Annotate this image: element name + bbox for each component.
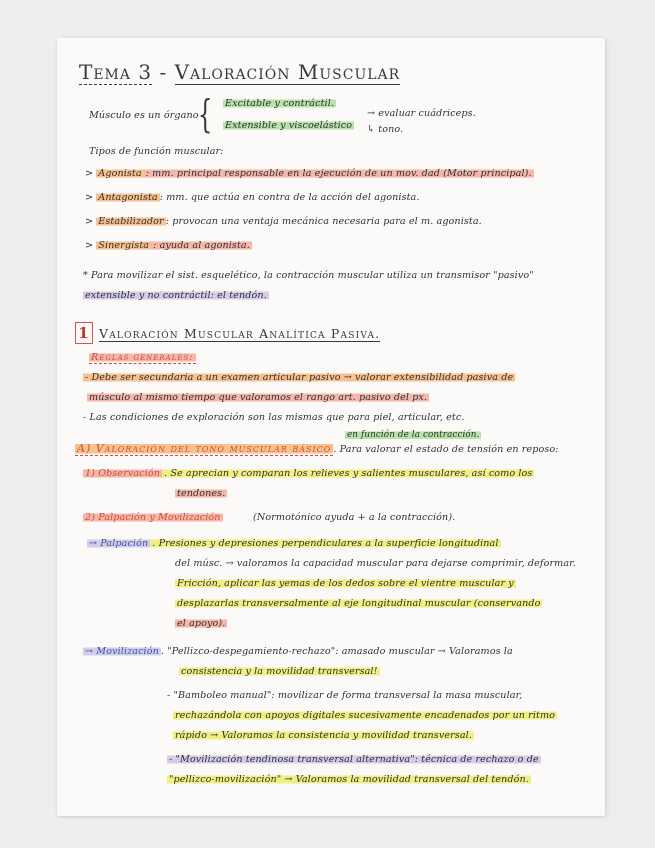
movilizacion-line-7: "pellizco-movilización" → Valoramos la movilidad transversal del tendón.: [169, 774, 529, 785]
movilizacion-line-4: rechazándola con apoyos digitales sucesivamente encadenados por un ritmo: [175, 710, 556, 721]
note-star-line-2: extensible y no contráctil: el tendón.: [85, 290, 267, 301]
musculo-label: Músculo es un órgano: [89, 110, 199, 121]
palpacion-line-2: del músc. → valoramos la capacidad muscular para dejarse comprimir, deformar.: [175, 558, 576, 569]
palpacion-line-1: → Palpación . Presiones y depresiones perpendiculares a la superficie longitudinal: [89, 538, 499, 549]
observacion-line-2: tendones.: [177, 488, 226, 499]
palpacion-line-4: desplazarlas transversalmente al eje longitudinal muscular (conservando: [177, 598, 541, 609]
palp-mov-note: (Normotónico ayuda + a la contracción).: [253, 512, 456, 523]
reglas-line-2: músculo al mismo tiempo que valoramos el rango art. pasivo del px.: [89, 392, 428, 403]
movilizacion-line-3: - "Bamboleo manual": movilizar de forma transversal la masa muscular,: [167, 690, 523, 701]
reglas-line-3: - Las condiciones de exploración son las mismas que para piel, articular, etc.: [83, 412, 465, 423]
section-a-heading: A) Valoración del tono muscular básico . Para valorar el estado de tensión en reposo:: [77, 442, 559, 455]
section-1-title: Valoración Muscular Analítica Pasiva.: [99, 326, 381, 341]
tipos-header: Tipos de función muscular:: [89, 146, 224, 157]
musculo-note-2: ↳ tono.: [367, 124, 404, 135]
title-main: Valoración Muscular: [174, 60, 401, 84]
note-star-line-1: * Para movilizar el sist. esquelético, la contracción muscular utiliza un transmisor "pasivo": [83, 270, 534, 281]
musculo-note-1: → evaluar cuádriceps.: [367, 108, 476, 119]
observacion-line-1: 1) Observación . Se aprecian y comparan los relieves y salientes musculares, así como los: [85, 468, 533, 479]
movilizacion-line-2: consistencia y la movilidad transversal!: [181, 666, 378, 677]
movilizacion-line-1: → Movilización . "Pellizco-despegamiento-rechazo": amasado muscular → Valoramos la: [85, 646, 513, 657]
palpacion-line-3: Fricción, aplicar las yemas de los dedos sobre el vientre muscular y: [177, 578, 514, 589]
brace: {: [197, 92, 213, 136]
reglas-header: Reglas generales:: [91, 352, 194, 363]
tipo-sinergista: > Sinergista : ayuda al agonista.: [85, 240, 250, 251]
movilizacion-line-6: - "Movilización tendinosa transversal alternativa": técnica de rechazo o de: [169, 754, 539, 765]
page-title: [79, 60, 400, 84]
musculo-item-2: Extensible y viscoelástico: [225, 120, 353, 131]
tipo-estabilizador: > Estabilizador : provocan una ventaja mecánica necesaria para el m. agonista.: [85, 216, 482, 227]
title-prefix: Tema 3: [79, 60, 153, 84]
section-a-above: en función de la contracción.: [347, 430, 480, 440]
tipo-agonista: > Agonista : mm. principal responsable en la ejecución de un mov. dad (Motor principal).: [85, 168, 532, 179]
musculo-item-1: Excitable y contráctil.: [225, 98, 335, 109]
palpacion-line-5: el apoyo).: [177, 618, 226, 629]
palp-mov-heading: 2) Palpación y Movilización: [85, 512, 221, 523]
reglas-line-1: - Debe ser secundaria a un examen articular pasivo → valorar extensibilidad pasiva de: [85, 372, 514, 383]
title-dash: -: [159, 60, 168, 84]
movilizacion-line-5: rápido → Valoramos la consistencia y movilidad transversal.: [175, 730, 472, 741]
notebook-page: [57, 38, 605, 816]
tipo-antagonista: > Antagonista : mm. que actúa en contra de la acción del agonista.: [85, 192, 420, 203]
section-1-heading: [75, 322, 380, 344]
section-1-number: 1: [75, 322, 93, 344]
